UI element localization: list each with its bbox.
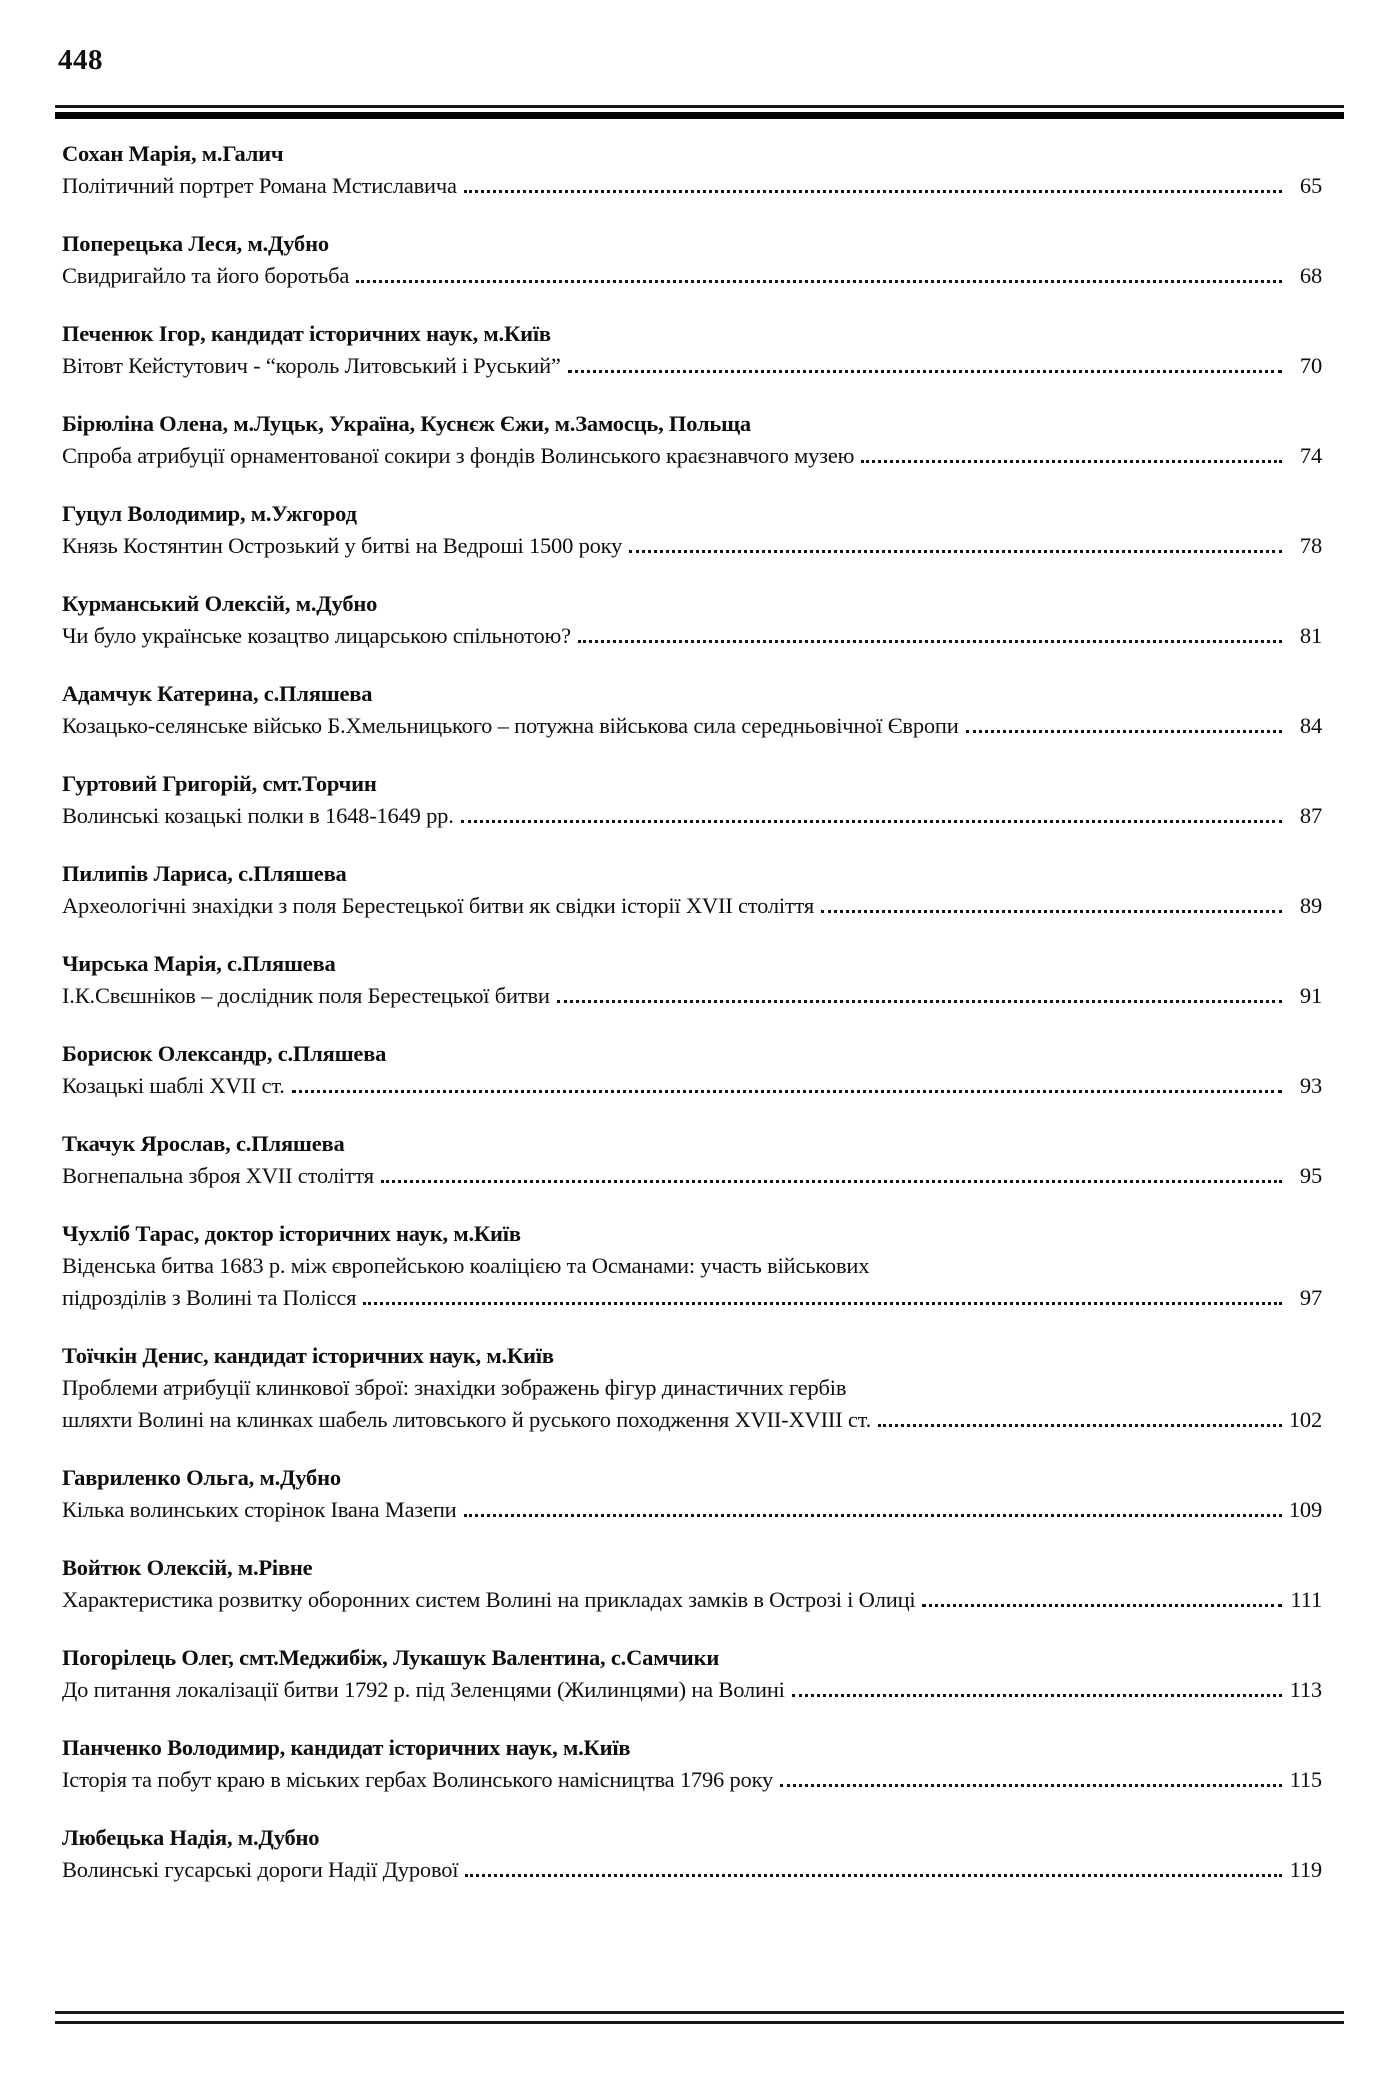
entry-author: Войтюк Олексій, м.Рівне	[62, 1555, 313, 1580]
toc-entry	[62, 1642, 1322, 1706]
entry-author: Тоїчкін Денис, кандидат історичних наук, м.Київ	[62, 1343, 554, 1368]
entry-author: Панченко Володимир, кандидат історичних наук, м.Київ	[62, 1735, 631, 1760]
entry-title: Князь Костянтин Острозький у битві на Ведроші 1500 року	[62, 533, 623, 558]
entry-title-row	[62, 620, 1322, 652]
entry-author: Борисюк Олександр, с.Пляшева	[62, 1041, 387, 1066]
entry-author: Гуртовий Григорій, смт.Торчин	[62, 771, 377, 796]
entry-title-row	[62, 800, 1322, 832]
entry-title: підрозділів з Волині та Полісся	[62, 1285, 357, 1310]
entry-title-row	[62, 1404, 1322, 1436]
toc-entry	[62, 1128, 1322, 1192]
entry-page-number: 113	[1289, 1677, 1322, 1702]
entry-title-row	[62, 710, 1322, 742]
header-rule-thick-line	[55, 112, 1344, 119]
entry-title: Історія та побут краю в міських гербах Волинського намісництва 1796 року	[62, 1767, 774, 1792]
dot-leader	[922, 1604, 1282, 1607]
toc-entry-list	[62, 138, 1322, 1912]
toc-entry	[62, 318, 1322, 382]
entry-page-number: 65	[1299, 173, 1322, 198]
entry-title-row	[62, 1764, 1322, 1796]
entry-title-row	[62, 260, 1322, 292]
entry-page-number: 119	[1289, 1857, 1322, 1882]
entry-title: Політичний портрет Романа Мстиславича	[62, 173, 457, 198]
toc-entry	[62, 408, 1322, 472]
entry-page-number: 93	[1299, 1073, 1322, 1098]
toc-entry	[62, 858, 1322, 922]
toc-entry	[62, 138, 1322, 202]
entry-author: Пилипів Лариса, с.Пляшева	[62, 861, 347, 886]
entry-page-number: 74	[1299, 443, 1322, 468]
entry-author: Гавриленко Ольга, м.Дубно	[62, 1465, 341, 1490]
entry-title: Кілька волинських сторінок Івана Мазепи	[62, 1497, 457, 1522]
toc-entry	[62, 948, 1322, 1012]
entry-title: Волинські гусарські дороги Надії Дурової	[62, 1857, 459, 1882]
folio-page-number: 448	[58, 44, 103, 76]
dot-leader	[792, 1694, 1282, 1697]
toc-entry	[62, 1552, 1322, 1616]
header-rule	[55, 105, 1344, 119]
entry-title: Археологічні знахідки з поля Берестецької битви як свідки історії XVII століття	[62, 893, 815, 918]
entry-page-number: 91	[1299, 983, 1322, 1008]
entry-author: Поперецька Леся, м.Дубно	[62, 231, 329, 256]
toc-entry	[62, 228, 1322, 292]
dot-leader	[465, 1874, 1282, 1877]
entry-author: Сохан Марія, м.Галич	[62, 141, 284, 166]
dot-leader	[568, 370, 1282, 373]
toc-entry	[62, 1822, 1322, 1886]
entry-author: Гуцул Володимир, м.Ужгород	[62, 501, 357, 526]
entry-page-number: 95	[1299, 1163, 1322, 1188]
toc-entry	[62, 498, 1322, 562]
dot-leader	[464, 190, 1282, 193]
entry-title-row	[62, 440, 1322, 472]
dot-leader	[363, 1302, 1282, 1305]
entry-title-row	[62, 350, 1322, 382]
toc-entry	[62, 678, 1322, 742]
toc-entry	[62, 768, 1322, 832]
entry-page-number: 68	[1299, 263, 1322, 288]
dot-leader	[381, 1180, 1282, 1183]
entry-title-row	[62, 170, 1322, 202]
entry-author: Любецька Надія, м.Дубно	[62, 1825, 320, 1850]
entry-title-row	[62, 1494, 1322, 1526]
entry-title-row	[62, 1070, 1322, 1102]
entry-page-number: 70	[1299, 353, 1322, 378]
dot-leader	[356, 280, 1282, 283]
entry-title-row	[62, 1674, 1322, 1706]
entry-title: Спроба атрибуції орнаментованої сокири з фондів Волинського краєзнавчого музею	[62, 443, 855, 468]
entry-page-number: 89	[1299, 893, 1322, 918]
entry-author: Бірюліна Олена, м.Луцьк, Україна, Куснєж Єжи, м.Замосць, Польща	[62, 411, 751, 436]
header-rule-thin-line	[55, 105, 1344, 108]
entry-title: Волинські козацькі полки в 1648-1649 рр.	[62, 803, 454, 828]
entry-page-number: 78	[1299, 533, 1322, 558]
entry-title-row	[62, 1854, 1322, 1886]
entry-author: Печенюк Ігор, кандидат історичних наук, м.Київ	[62, 321, 551, 346]
entry-title-line: Віденська битва 1683 р. між європейською коаліцією та Османами: участь військових	[62, 1253, 870, 1278]
entry-author: Чирська Марія, с.Пляшева	[62, 951, 336, 976]
entry-page-number: 87	[1299, 803, 1322, 828]
entry-page-number: 81	[1299, 623, 1322, 648]
footer-rule-top-line	[55, 2011, 1344, 2014]
entry-author: Адамчук Катерина, с.Пляшева	[62, 681, 373, 706]
dot-leader	[966, 730, 1282, 733]
entry-title: До питання локалізації битви 1792 р. під Зеленцями (Жилинцями) на Волині	[62, 1677, 785, 1702]
entry-title-line: Проблеми атрибуції клинкової зброї: знахідки зображень фігур династичних гербів	[62, 1375, 847, 1400]
dot-leader	[464, 1514, 1282, 1517]
entry-author: Погорілець Олег, смт.Меджибіж, Лукашук Валентина, с.Самчики	[62, 1645, 720, 1670]
entry-author: Курманський Олексій, м.Дубно	[62, 591, 378, 616]
dot-leader	[578, 640, 1282, 643]
entry-title-row	[62, 980, 1322, 1012]
entry-page-number: 111	[1290, 1587, 1322, 1612]
entry-title-row	[62, 890, 1322, 922]
entry-title-row	[62, 530, 1322, 562]
entry-page-number: 84	[1299, 713, 1322, 738]
entry-author: Ткачук Ярослав, с.Пляшева	[62, 1131, 345, 1156]
entry-title: Вогнепальна зброя XVII століття	[62, 1163, 374, 1188]
footer-rule-bottom-line	[55, 2021, 1344, 2024]
toc-entry	[62, 588, 1322, 652]
entry-page-number: 97	[1299, 1285, 1322, 1310]
entry-title: Чи було українське козацтво лицарською спільнотою?	[62, 623, 571, 648]
entry-title: Козацькі шаблі XVII ст.	[62, 1073, 285, 1098]
entry-title-row	[62, 1584, 1322, 1616]
dot-leader	[780, 1784, 1282, 1787]
entry-page-number: 109	[1288, 1497, 1322, 1522]
toc-entry	[62, 1038, 1322, 1102]
entry-title: Козацько-селянське військо Б.Хмельницького – потужна військова сила середньовічної Європи	[62, 713, 959, 738]
footer-rule	[55, 2011, 1344, 2024]
dot-leader	[557, 1000, 1282, 1003]
entry-title: Вітовт Кейстутович - “король Литовський і Руський”	[62, 353, 561, 378]
entry-page-number: 115	[1289, 1767, 1322, 1792]
dot-leader	[861, 460, 1282, 463]
toc-entry	[62, 1732, 1322, 1796]
toc-entry	[62, 1340, 1322, 1436]
entry-title: Характеристика розвитку оборонних систем Волині на прикладах замків в Острозі і Олиці	[62, 1587, 916, 1612]
entry-title: Свидригайло та його боротьба	[62, 263, 350, 288]
toc-entry	[62, 1218, 1322, 1314]
dot-leader	[292, 1090, 1282, 1093]
toc-entry	[62, 1462, 1322, 1526]
dot-leader	[878, 1424, 1282, 1427]
entry-title-row	[62, 1160, 1322, 1192]
dot-leader	[629, 550, 1282, 553]
entry-title: І.К.Свєшніков – дослідник поля Берестецької битви	[62, 983, 550, 1008]
dot-leader	[461, 820, 1282, 823]
entry-title: шляхти Волині на клинках шабель литовського й руського походження XVII-XVIII ст.	[62, 1407, 872, 1432]
entry-author: Чухліб Тарас, доктор історичних наук, м.Київ	[62, 1221, 521, 1246]
entry-title-row	[62, 1282, 1322, 1314]
dot-leader	[821, 910, 1282, 913]
entry-page-number: 102	[1288, 1407, 1322, 1432]
